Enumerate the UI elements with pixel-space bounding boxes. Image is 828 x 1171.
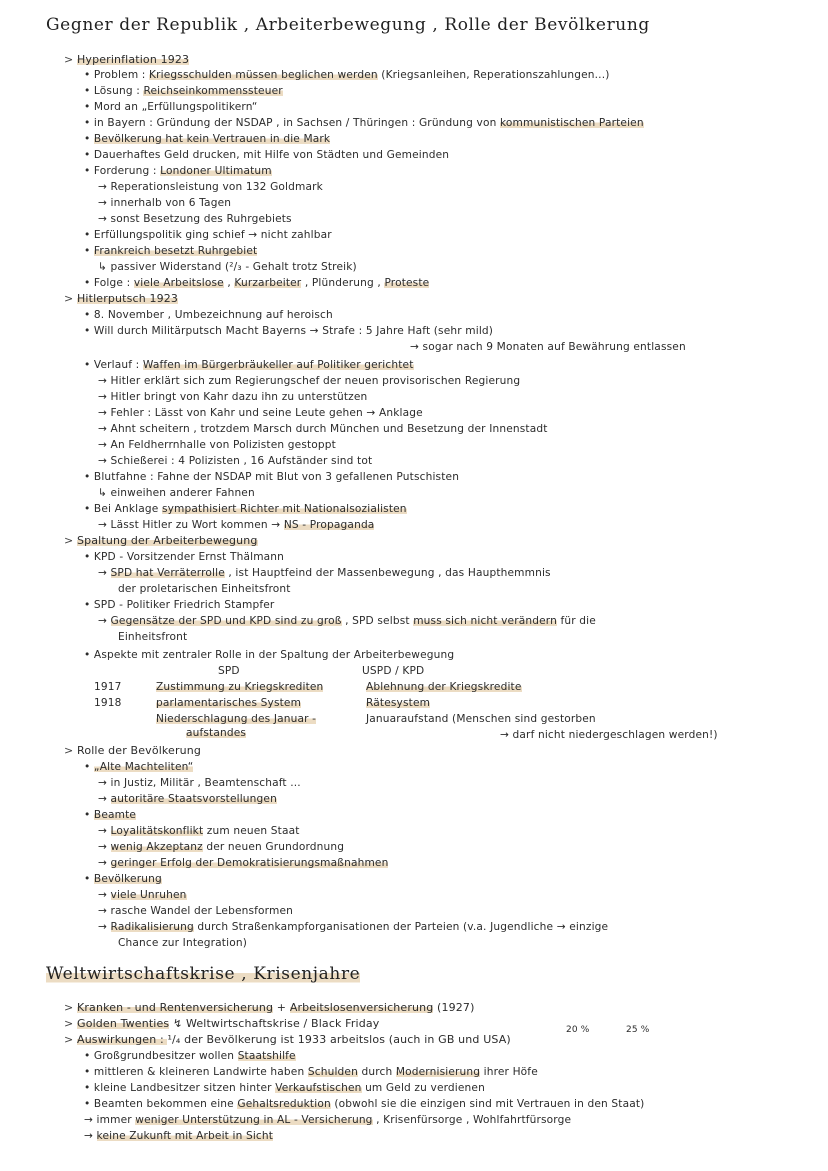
table-cell <box>156 680 323 694</box>
list-item: • Beamte <box>84 809 137 821</box>
list-item: • Dauerhaftes Geld drucken, mit Hilfe von Städten und Gemeinden <box>84 149 450 161</box>
text: → immer <box>84 1114 136 1126</box>
highlight: viele Arbeitslose <box>133 277 224 289</box>
heading-text: Hitlerputsch 1923 <box>77 292 179 305</box>
highlight: muss sich nicht verändern <box>413 615 557 627</box>
highlight: Proteste <box>384 277 430 289</box>
text: Beamten bekommen eine <box>93 1098 238 1110</box>
list-item: → Hitler erklärt sich zum Regierungschef der neuen provisorischen Regierung <box>98 375 521 387</box>
list-item <box>98 518 374 532</box>
text: → <box>98 567 111 579</box>
highlight: Gegensätze der SPD und KPD sind zu groß <box>110 615 342 627</box>
text: durch Straßenkampforganisationen der Parteien (v.a. Jugendliche → einzige <box>193 921 609 933</box>
table-cell <box>366 680 522 694</box>
text: Blutfahne : Fahne der NSDAP mit Blut von 3 gefallenen Putschisten <box>93 471 460 483</box>
text: Will durch Militärputsch Macht Bayerns → Strafe : 5 Jahre Haft (sehr mild) <box>93 325 494 337</box>
highlight: Radikalisierung <box>110 921 194 933</box>
heading-text: Spaltung der Arbeiterbewegung <box>77 534 258 547</box>
heading-text: Hyperinflation 1923 <box>77 53 190 66</box>
highlight: Bevölkerung hat kein Vertrauen in die Mark <box>93 133 331 145</box>
text: Dauerhaftes Geld drucken, mit Hilfe von Städten und Gemeinden <box>93 149 450 161</box>
list-item: ↳ einweihen anderer Fahnen <box>98 487 255 499</box>
text: um Geld zu verdienen <box>361 1082 485 1094</box>
list-item <box>98 792 277 806</box>
text: (1927) <box>433 1001 475 1014</box>
text: → <box>84 1130 97 1142</box>
highlight: Schulden <box>307 1066 358 1078</box>
list-item: • Großgrundbesitzer wollen Staatshilfe <box>84 1050 296 1062</box>
highlight: weniger Unterstützung in AL - Versicherung <box>135 1114 373 1126</box>
list-item: • 8. November , Umbezeichnung auf heroisch <box>84 309 333 321</box>
text: (obwohl sie die einzigen sind mit Vertrauen in den Staat) <box>330 1098 645 1110</box>
highlight: Arbeitslosenversicherung <box>289 1001 434 1014</box>
text: Großgrundbesitzer wollen <box>93 1050 238 1062</box>
highlight: Beamte <box>93 809 137 821</box>
section-title-weltwirtschaftskrise <box>46 964 360 984</box>
list-item: • Problem : Kriegsschulden müssen beglichen werden (Kriegsanleihen, Reperationszahlungen...) <box>84 69 610 81</box>
list-item: • Forderung : Londoner Ultimatum <box>84 165 272 177</box>
text: Verlauf : <box>93 359 143 371</box>
text: Mord an „Erfüllungspolitikern“ <box>93 101 258 113</box>
highlight: Golden Twenties <box>77 1017 170 1030</box>
list-item <box>98 856 388 870</box>
highlight: Rätesystem <box>366 697 431 709</box>
heading-text: Rolle der Bevölkerung <box>77 744 201 757</box>
heading-rolle: > Rolle der Bevölkerung <box>64 744 201 757</box>
text: + <box>273 1001 290 1014</box>
table-cell <box>366 696 430 710</box>
list-item <box>98 840 344 854</box>
highlight: parlamentarisches System <box>156 697 302 709</box>
list-item: → Reperationsleistung von 132 Goldmark <box>98 181 323 193</box>
table-cell: → darf nicht niedergeschlagen werden!) <box>500 729 718 741</box>
highlight: Bevölkerung <box>93 873 162 885</box>
highlight: Auswirkungen : <box>77 1033 168 1046</box>
highlight: wenig Akzeptanz <box>110 841 203 853</box>
highlight: Gehaltsreduktion <box>237 1098 331 1110</box>
highlight: sympathisiert Richter mit Nationalsozialisten <box>161 503 407 515</box>
list-item: • Beamten bekommen eine Gehaltsreduktion (obwohl sie die einzigen sind mit Vertrauen in den Staat) <box>84 1098 645 1110</box>
column-header-spd: SPD <box>218 665 240 677</box>
percent-label: 20 % <box>566 1025 590 1035</box>
text: Lösung : <box>93 85 144 97</box>
list-item: • „Alte Machteliten“ <box>84 761 194 773</box>
highlight: Verkaufstischen <box>275 1082 362 1094</box>
highlight: aufstandes <box>186 727 247 739</box>
list-item: • Frankreich besetzt Ruhrgebiet <box>84 245 258 257</box>
list-item: → Fehler : Lässt von Kahr und seine Leute gehen → Anklage <box>98 407 423 419</box>
text: in Bayern : Gründung der NSDAP , in Sachsen / Thüringen : Gründung von <box>93 117 500 129</box>
text: für die <box>556 615 596 627</box>
list-item: • Lösung : Reichseinkommenssteuer <box>84 85 283 97</box>
list-item <box>84 1113 571 1127</box>
list-item: • Erfüllungspolitik ging schief → nicht zahlbar <box>84 229 332 241</box>
highlight: Londoner Ultimatum <box>160 165 272 177</box>
list-item: • KPD - Vorsitzender Ernst Thälmann <box>84 551 285 563</box>
list-item: • Bevölkerung <box>84 873 162 885</box>
highlight: Frankreich besetzt Ruhrgebiet <box>93 245 258 257</box>
heading-hitlerputsch: > Hitlerputsch 1923 <box>64 292 179 305</box>
text: (Kriegsanleihen, Reperationszahlungen...) <box>377 69 610 81</box>
list-item: • Will durch Militärputsch Macht Bayerns → Strafe : 5 Jahre Haft (sehr mild) <box>84 325 494 337</box>
text: Erfüllungspolitik ging schief → nicht zahlbar <box>93 229 332 241</box>
table-cell: Januaraufstand (Menschen sind gestorben <box>366 713 596 725</box>
text: → <box>98 793 111 805</box>
text: → <box>98 889 111 901</box>
year-1917: 1917 <box>94 681 122 693</box>
list-item: > Golden Twenties ↯ Weltwirtschaftskrise / Black Friday <box>64 1017 380 1030</box>
text: → <box>98 615 111 627</box>
list-item: → Ahnt scheitern , trotzdem Marsch durch München und Besetzung der Innenstadt <box>98 423 548 435</box>
highlight: Kurzarbeiter <box>234 277 302 289</box>
list-item: • Folge : viele Arbeitslose , Kurzarbeiter , Plünderung , Proteste <box>84 277 430 289</box>
highlight: Zustimmung zu Kriegskrediten <box>156 681 324 693</box>
highlight: Kriegsschulden müssen beglichen werden <box>149 69 378 81</box>
list-item: • kleine Landbesitzer sitzen hinter Verkaufstischen um Geld zu verdienen <box>84 1082 485 1094</box>
table-cell <box>156 696 301 710</box>
list-item: • mittleren & kleineren Landwirte haben Schulden durch Modernisierung ihrer Höfe <box>84 1066 538 1078</box>
list-item <box>98 566 551 580</box>
heading-spaltung: > Spaltung der Arbeiterbewegung <box>64 534 258 547</box>
text: kleine Landbesitzer sitzen hinter <box>93 1082 276 1094</box>
highlight: viele Unruhen <box>110 889 187 901</box>
list-item: > Kranken - und Rentenversicherung + Arbeitslosenversicherung (1927) <box>64 1001 475 1014</box>
column-header-uspd-kpd: USPD / KPD <box>362 665 425 677</box>
text: ihrer Höfe <box>480 1066 538 1078</box>
highlight: Staatshilfe <box>237 1050 296 1062</box>
list-item: → An Feldherrnhalle von Polizisten gestoppt <box>98 439 336 451</box>
highlight: Modernisierung <box>395 1066 481 1078</box>
highlight: Kranken - und Rentenversicherung <box>77 1001 274 1014</box>
text: KPD - Vorsitzender Ernst Thälmann <box>93 551 285 563</box>
text: Forderung : <box>93 165 161 177</box>
list-item: • Mord an „Erfüllungspolitikern“ <box>84 101 258 113</box>
list-item: • Bei Anklage sympathisiert Richter mit Nationalsozialisten <box>84 503 407 515</box>
text: , Krisenfürsorge , Wohlfahrtfürsorge <box>372 1114 572 1126</box>
highlight: Loyalitätskonflikt <box>110 825 204 837</box>
highlight: kommunistischen Parteien <box>499 117 644 129</box>
percent-label: 25 % <box>626 1025 650 1035</box>
highlight: NS - Propaganda <box>283 519 375 531</box>
list-item: > Auswirkungen : ¹/₄ der Bevölkerung ist 1933 arbeitslos (auch in GB und USA) <box>64 1033 511 1046</box>
text: → <box>98 841 111 853</box>
highlight: SPD hat Verräterrolle <box>110 567 225 579</box>
text: ¹/₄ der Bevölkerung ist 1933 arbeitslos (auch in GB und USA) <box>167 1033 511 1046</box>
text: , <box>223 277 235 289</box>
year-1918: 1918 <box>94 697 122 709</box>
list-item <box>98 888 187 902</box>
text: → <box>98 825 111 837</box>
list-item: ↳ passiver Widerstand (²/₃ - Gehalt trotz Streik) <box>98 261 357 273</box>
text: , SPD selbst <box>341 615 414 627</box>
text: → <box>98 921 111 933</box>
heading-hyperinflation: > Hyperinflation 1923 <box>64 53 190 66</box>
highlight: Reichseinkommenssteuer <box>143 85 283 97</box>
text: → <box>98 857 111 869</box>
list-item: → sogar nach 9 Monaten auf Bewährung entlassen <box>410 341 686 353</box>
table-cell <box>156 712 316 726</box>
text: mittleren & kleineren Landwirte haben <box>93 1066 308 1078</box>
text: Problem : <box>93 69 150 81</box>
highlight: Waffen im Bürgerbräukeller auf Politiker gerichtet <box>142 359 414 371</box>
text: → Lässt Hitler zu Wort kommen → <box>98 519 284 531</box>
list-item: → sonst Besetzung des Ruhrgebiets <box>98 213 292 225</box>
list-item: → Hitler bringt von Kahr dazu ihn zu unterstützen <box>98 391 368 403</box>
highlight: Ablehnung der Kriegskredite <box>366 681 522 693</box>
list-item <box>98 824 300 838</box>
list-item <box>84 1129 273 1143</box>
highlight: geringer Erfolg der Demokratisierungsmaßnahmen <box>110 857 389 869</box>
text: zum neuen Staat <box>203 825 300 837</box>
text: 8. November , Umbezeichnung auf heroisch <box>93 309 333 321</box>
list-item <box>98 920 608 934</box>
list-item: • Aspekte mit zentraler Rolle in der Spaltung der Arbeiterbewegung <box>84 649 455 661</box>
text: ↯ Weltwirtschaftskrise / Black Friday <box>169 1017 380 1030</box>
section-title-republik: Gegner der Republik , Arbeiterbewegung , Rolle der Bevölkerung <box>46 15 650 35</box>
text: Bei Anklage <box>93 503 162 515</box>
list-item: der proletarischen Einheitsfront <box>118 583 291 595</box>
list-item: • Blutfahne : Fahne der NSDAP mit Blut von 3 gefallenen Putschisten <box>84 471 460 483</box>
text: , ist Hauptfeind der Massenbewegung , das Haupthemmnis <box>224 567 551 579</box>
list-item: • in Bayern : Gründung der NSDAP , in Sachsen / Thüringen : Gründung von kommunistischen Parteien <box>84 117 644 129</box>
list-item: → rasche Wandel der Lebensformen <box>98 905 293 917</box>
highlight: „Alte Machteliten“ <box>93 761 194 773</box>
table-cell <box>186 726 246 740</box>
text: Folge : <box>93 277 134 289</box>
text: der neuen Grundordnung <box>202 841 345 853</box>
text: SPD - Politiker Friedrich Stampfer <box>93 599 275 611</box>
list-item: • Bevölkerung hat kein Vertrauen in die Mark <box>84 133 331 145</box>
highlight: Niederschlagung des Januar - <box>156 713 317 725</box>
text: durch <box>357 1066 396 1078</box>
list-item: Einheitsfront <box>118 631 188 643</box>
text: , Plünderung , <box>301 277 385 289</box>
text: Aspekte mit zentraler Rolle in der Spaltung der Arbeiterbewegung <box>93 649 455 661</box>
title-text: Weltwirtschaftskrise , Krisenjahre <box>46 964 361 984</box>
highlight: autoritäre Staatsvorstellungen <box>110 793 277 805</box>
list-item: • Verlauf : Waffen im Bürgerbräukeller auf Politiker gerichtet <box>84 359 414 371</box>
list-item: Chance zur Integration) <box>118 937 247 949</box>
list-item: → innerhalb von 6 Tagen <box>98 197 232 209</box>
list-item: → Schießerei : 4 Polizisten , 16 Aufständer sind tot <box>98 455 373 467</box>
highlight: keine Zukunft mit Arbeit in Sicht <box>96 1130 274 1142</box>
list-item <box>98 614 596 628</box>
list-item: → in Justiz, Militär , Beamtenschaft ... <box>98 777 301 789</box>
list-item: • SPD - Politiker Friedrich Stampfer <box>84 599 275 611</box>
